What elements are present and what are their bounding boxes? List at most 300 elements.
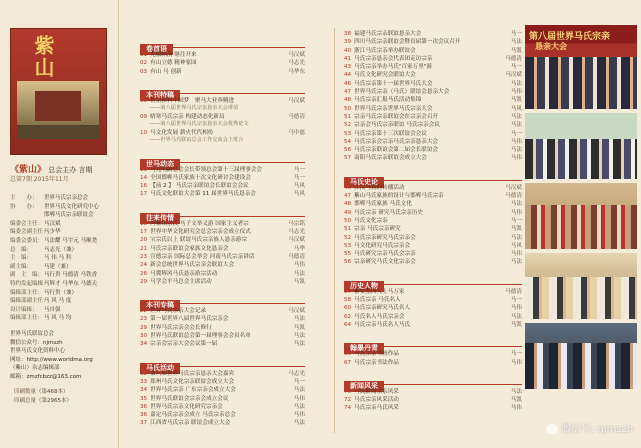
toc-entry[interactable] [140, 182, 305, 190]
toc-entry[interactable] [140, 97, 305, 105]
staff-role: 编委会主任： [10, 220, 44, 227]
staff-name: 马建（兼） [44, 263, 72, 270]
toc-entry[interactable] [344, 88, 522, 96]
page-number: 52 [344, 234, 352, 241]
toc-entry[interactable] [140, 395, 305, 403]
article-author: 马法 [293, 420, 305, 427]
toc-entry[interactable] [344, 146, 522, 154]
toc-entry[interactable] [140, 332, 305, 340]
page-number: 23 [140, 316, 148, 323]
article-title: 全国邯郸马氏家族十次文化研讨会建设会 [150, 174, 251, 181]
section-header [140, 205, 305, 222]
article-author: 马汉斌 [505, 72, 522, 79]
article-author: 马法 [293, 403, 305, 410]
article-title: 马氏文化研究会联谊大会 [354, 72, 416, 79]
toc-entry[interactable] [344, 154, 522, 162]
page-number: 74 [344, 405, 352, 412]
toc-entry[interactable] [344, 250, 522, 258]
staff-role: 编委会副主任： [10, 229, 49, 236]
article-author: 马法 [510, 147, 522, 154]
article-title: 克服纵前 继往开来 [150, 52, 197, 58]
page-number: 56 [344, 259, 352, 266]
page-number: 24 [140, 262, 148, 269]
article-author: 马一 [510, 217, 522, 224]
page-number: 34 [140, 341, 148, 348]
toc-entry[interactable] [140, 129, 305, 137]
page-number: 58 [344, 297, 352, 304]
page-number: 56 [344, 147, 352, 154]
toc-entry[interactable] [344, 388, 522, 396]
contact-line: 世界马氏联谊总会 [10, 331, 55, 337]
article-title: 世界马氏宗亲会会长修行 [150, 324, 212, 331]
page-number: 48 [344, 201, 352, 208]
article-title: 有山立德 精神家园 [150, 60, 197, 67]
article-author: 马凯 [510, 47, 522, 54]
print-info [14, 388, 72, 406]
article-title: 郑州马氏文化宗亲联谊会成立大会 [150, 378, 235, 385]
toc-entry[interactable] [344, 209, 522, 217]
staff-name: 马 风 马 均 [44, 315, 72, 322]
staff-role: 总 编： [10, 246, 33, 253]
article-title: 冯紫山宗氏 马子文举义游 国家主义者宗 [150, 220, 249, 227]
article-title: 马光明副总会会长带领总会第十三届理事会会 [150, 166, 263, 173]
page-number: 36 [140, 412, 148, 419]
toc-entry[interactable] [344, 258, 522, 266]
toc-entry[interactable] [344, 350, 522, 358]
staff-name: 马辉才 马华东 马德天 [44, 280, 97, 287]
toc-entry[interactable] [140, 261, 305, 269]
section-title: 卷首语 [140, 44, 173, 55]
toc-entry[interactable] [140, 190, 305, 198]
staff-name: 马行贵（兼） [44, 289, 78, 296]
toc-entry[interactable] [344, 225, 522, 233]
section-header [344, 335, 522, 353]
article-author: 马凯 [510, 226, 522, 233]
page-number: 34 [140, 387, 148, 394]
toc-entry[interactable] [344, 313, 522, 321]
staff-row [10, 203, 114, 212]
staff-role: 编辑部主任： [10, 289, 44, 296]
staff-row [10, 220, 114, 229]
article-author: 马法 [510, 259, 522, 266]
article-author: 马汉斌 [505, 184, 522, 191]
article-title: 世界马氏宗亲 广东宗亲会成立大会 [150, 387, 236, 394]
toc-entry[interactable] [344, 234, 522, 242]
page-number: 36 [140, 403, 148, 410]
article-title: 宗亲会宗亲大会会议第一届 [150, 341, 218, 348]
group-photo [525, 205, 637, 249]
staff-role: 编辑部主任： [10, 315, 44, 322]
article-title: 马氏宗亲 研究马氏宗亲历史 [354, 209, 424, 216]
article-title: 马氏宗亲 马氏名人 [354, 297, 401, 304]
article-author: 马凯 [510, 397, 522, 404]
article-author: 马汉斌 [288, 52, 305, 58]
article-title: 嘉定马氏宗亲会成立 马氏宗亲总会 [150, 412, 236, 419]
section-title: 往来传情 [140, 213, 180, 224]
article-title: 马文化研究马氏宗亲会 [354, 242, 411, 249]
page-number: 46 [344, 80, 352, 87]
staff-row [10, 237, 114, 246]
article-author: 马一 [293, 166, 305, 173]
page-number: 23 [140, 253, 148, 260]
toc-entry[interactable] [140, 253, 305, 261]
page-number: 54 [344, 138, 352, 145]
article-title: 马学会平马总会主席活动 [150, 278, 212, 285]
article-author: 马凯 [293, 324, 305, 331]
cover-thumbnail [10, 28, 107, 155]
article-title: 马文化发展 薪火代代相传 [150, 129, 214, 136]
article-author: 马德清 [288, 113, 305, 120]
toc-entry[interactable] [140, 307, 305, 315]
article-title: 世界马氏宗亲大会记录 [150, 308, 207, 315]
article-title: 马氏宗亲汇报马氏活动集锦 [354, 97, 422, 104]
page-number: 20 [140, 237, 148, 244]
staff-row [10, 280, 114, 289]
section-header [140, 82, 305, 99]
page-number: 06 [140, 97, 148, 104]
staff-row [10, 194, 114, 203]
toc-entry[interactable] [140, 411, 305, 419]
toc-entry[interactable] [344, 80, 522, 88]
toc-entry[interactable] [344, 404, 522, 412]
article-author: 马伟 [510, 405, 522, 412]
page-number: 37 [140, 420, 148, 427]
section-title: 新闻风采 [344, 381, 384, 392]
toc-entry[interactable] [344, 138, 522, 146]
article-author: 马志光 [288, 60, 305, 67]
article-title: 宗亲 马氏宗亲研究 [354, 226, 401, 233]
article-author: 马汉斌 [288, 97, 305, 104]
page-number: 49 [344, 209, 352, 216]
article-title: 马氏宗亲马氏名人马氏 [354, 321, 411, 328]
toc-entry[interactable] [140, 166, 305, 174]
page-number: 40 [344, 47, 352, 54]
article-title: 福建马氏宗亲联谊恳亲大会 [354, 31, 422, 37]
article-author: 马一 [510, 130, 522, 137]
staff-list [10, 194, 114, 323]
toc-entry[interactable] [140, 174, 305, 182]
page-number: 32 [140, 370, 148, 377]
article-title: 宝宗氏以上 联谊马氏宗亲族人恳亲游宗 [150, 237, 247, 244]
article-title: 马氏宗亲研究马氏名人 [354, 305, 411, 312]
toc-entry[interactable] [344, 200, 522, 208]
article-title: 宗亲马氏宗亲联谊会在宗亲会召开 [354, 113, 439, 120]
staff-role: 协 办： [10, 203, 38, 210]
staff-name: 世界马氏宗亲总会 [44, 195, 89, 201]
toc-entry[interactable] [140, 68, 305, 76]
toc-entry[interactable] [140, 419, 305, 427]
staff-row [10, 306, 114, 315]
staff-role: 副 主 编： [10, 272, 44, 279]
article-author: 马一 [293, 174, 305, 181]
toc-entry[interactable] [140, 59, 305, 67]
page-number: 26 [140, 270, 148, 277]
article-author: 马一 [510, 351, 522, 358]
magazine-name: 《紫山》 [10, 165, 47, 175]
article-title: 马氏新闻宗亲风采 [354, 388, 399, 395]
staff-role: 编委会委员： [10, 237, 44, 244]
article-title: 马氏宗亲书画作品 [354, 351, 399, 358]
article-title: 世界马氏宗亲世界马氏宗亲大会 [354, 105, 433, 112]
page-number: 17 [140, 229, 148, 236]
page-number: 47 [344, 193, 352, 200]
toc-entry[interactable] [344, 321, 522, 329]
contact-line: 邮箱：zmzfcbzz@163.com [10, 373, 82, 380]
toc-entry[interactable] [344, 304, 522, 312]
page-number: 21 [140, 245, 148, 252]
article-author: 马伟 [510, 89, 522, 96]
page-number: 51 [344, 113, 352, 120]
article-title: 世界马氏联谊会宗亲会成立会议 [150, 395, 229, 402]
article-title: 马氏宗亲研究马氏宗亲会 [354, 234, 416, 241]
page-number: 57 [344, 288, 352, 295]
section-header [344, 373, 522, 390]
article-author: 马德清 [288, 253, 305, 260]
page-number: 39 [344, 39, 352, 46]
toc-entry[interactable] [344, 184, 522, 192]
toc-entry[interactable] [344, 121, 522, 129]
photo-handshake [525, 323, 637, 389]
article-title: 有山 马 创新 [150, 68, 182, 75]
article-author: 马德清 [505, 193, 522, 200]
section-title: 马氏史论 [344, 177, 384, 188]
article-title: 马氏研究宗亲马氏会宗亲 [354, 251, 416, 258]
article-title: 马氏宗亲恳亲会代表团走访宗亲 [354, 55, 433, 62]
article-author: 马伟 [510, 359, 522, 366]
article-author: 马一 [510, 297, 522, 304]
article-author: 马风 [510, 105, 522, 112]
page-number: 44 [344, 72, 352, 79]
page-number: 38 [344, 31, 352, 37]
staff-row [10, 263, 114, 272]
photo-group-street [525, 183, 637, 249]
staff-row [10, 314, 114, 323]
page-number: 51 [344, 226, 352, 233]
page-number: 03 [140, 68, 148, 75]
article-author: 马法 [293, 387, 305, 394]
toc-entry[interactable] [140, 270, 305, 278]
article-title: 四川马氏宗亲联谊会暨首届第一次会议召开 [354, 39, 461, 46]
article-author: 马宗铭 [288, 220, 305, 227]
article-title: 马氏宗亲举办马氏"百家万里"游 [354, 64, 432, 71]
staff-role: 特约发起编辑： [10, 280, 49, 287]
article-title: 宣德宗亲 国际总会举会 河南马氏宗亲讲话 [150, 253, 255, 260]
article-author: 马法 [293, 333, 305, 340]
watermark-text: 微信号: njmszh [561, 424, 634, 435]
staff-row [10, 297, 114, 306]
section-title: 本刊特稿 [140, 90, 180, 101]
staff-row [10, 228, 114, 237]
article-title: 紫山马氏家族的设计与邯郸马氏宗亲 [354, 193, 444, 200]
staff-name: 马汉斌 [44, 220, 61, 227]
page-number: 16 [140, 183, 148, 190]
article-title: 马氏宗亲联谊会第二届会长联谊会 [354, 147, 439, 154]
article-author: 马华 [293, 245, 305, 252]
group-photo [525, 343, 637, 389]
staff-name: 马 伟 马 科 [44, 255, 72, 262]
article-author: 马华东 [288, 68, 305, 75]
toc-entry[interactable] [344, 130, 522, 138]
toc-entry[interactable] [140, 228, 305, 236]
toc-entry[interactable] [344, 55, 522, 63]
article-title: 晴寒马氏宗亲 构建动态化新局 [150, 113, 225, 120]
article-title: 仿宗律科中国梦 聚马大业奔腾进 [150, 97, 235, 104]
article-author: 马汉斌 [288, 237, 305, 244]
toc-entry[interactable] [344, 105, 522, 113]
article-title: 邯郸马氏家族 马氏文化 [354, 201, 412, 208]
masthead-column [0, 0, 119, 448]
article-title: 世界中华文化研究会总会宗亲会成立仪式 [150, 229, 251, 236]
article-author: 马伟 [293, 395, 305, 402]
page-number: 13 [140, 166, 148, 173]
article-author: 马法 [510, 122, 522, 129]
page-number: 17 [140, 191, 148, 198]
toc-subtitle: ——第八届世界马氏宗亲恳亲大会讲话 [150, 105, 239, 112]
toc-entry[interactable] [140, 245, 305, 253]
article-title: 浙江马氏宗亲举办联谊会 [354, 47, 416, 54]
article-author: 马法 [293, 341, 305, 348]
toc-entry[interactable] [344, 113, 522, 121]
article-title: 宗亲研究马氏文化宗亲会 [354, 259, 416, 266]
page-number: 53 [344, 242, 352, 249]
page-number: 14 [140, 174, 148, 181]
page-number: 53 [344, 130, 352, 137]
page-number: 70 [344, 388, 352, 395]
article-author: 马伟 [510, 155, 522, 162]
page-number: 55 [344, 251, 352, 258]
toc-entry[interactable] [344, 47, 522, 55]
page-number: 47 [344, 89, 352, 96]
staff-name: 世界马氏文化研究中心 [44, 203, 100, 210]
article-title: 世界马氏联谊总会第一届理事会会员名单 [150, 333, 251, 340]
toc-entry[interactable] [344, 396, 522, 404]
cover-title: 紫山 [31, 35, 55, 79]
article-title: 马氏名人马氏宗亲会 [354, 313, 405, 320]
toc-entry[interactable] [140, 51, 305, 59]
toc-entry[interactable] [344, 359, 522, 367]
article-author: 马法 [510, 313, 522, 320]
group-photo [525, 277, 637, 319]
toc-entry[interactable] [140, 403, 305, 411]
group-photo [525, 139, 637, 179]
staff-row [10, 246, 114, 255]
page-number: 30 [140, 333, 148, 340]
staff-role: 主 编： [10, 255, 33, 262]
article-title: 新会总统世界马氏宗亲会联谊大会 [150, 262, 235, 269]
toc-entry[interactable] [140, 378, 305, 386]
page-number: 01 [140, 52, 148, 58]
staff-name: 邯郸马氏宗亲联谊会 [44, 212, 94, 219]
photo-column [525, 25, 637, 393]
article-author: 马凯 [510, 321, 522, 328]
toc-entry[interactable] [344, 242, 522, 250]
article-author: 马风 [293, 183, 305, 190]
toc-entry[interactable] [140, 220, 305, 228]
page-number: 50 [344, 217, 352, 224]
page-number: 46 [344, 184, 352, 191]
staff-row [10, 211, 114, 220]
toc-entry[interactable] [140, 278, 305, 286]
article-title: 马氏宗亲第十一届世界马氏大会 [354, 80, 433, 87]
page-number: 22 [140, 308, 148, 315]
section-title: 本刊专稿 [140, 300, 180, 311]
article-title: 南阳马氏宗亲联谊会成立大会 [354, 155, 427, 162]
article-author: 马法 [510, 39, 522, 46]
article-author: 马伟 [510, 251, 522, 258]
article-author: 马法 [510, 388, 522, 395]
page-number: 43 [344, 64, 352, 71]
staff-row [10, 289, 114, 298]
section-header [140, 151, 305, 168]
article-title: 马氏宗亲第十三次联谊会会议 [354, 130, 427, 137]
toc-entry[interactable] [140, 386, 305, 394]
section-header [344, 169, 522, 186]
issue-label: 总会主办 言期 [48, 166, 93, 174]
article-author: 马汉斌 [288, 308, 305, 315]
article-title: 马氏宗亲马氏风采 [354, 405, 399, 412]
page-number: 52 [344, 122, 352, 129]
article-author: 马一 [293, 378, 305, 385]
toc-entry[interactable] [344, 38, 522, 46]
toc-entry[interactable] [140, 236, 305, 244]
staff-name: 马少华 [44, 229, 61, 236]
staff-role: 编辑部副主任： [10, 298, 49, 305]
toc-entry[interactable] [140, 370, 305, 378]
toc-entry[interactable] [344, 288, 522, 296]
article-author: 马伟 [293, 412, 305, 419]
photo-meeting [525, 253, 637, 319]
article-author: 马法 [510, 113, 522, 120]
toc-entry[interactable] [344, 30, 522, 38]
section-header [140, 36, 305, 53]
contact-line: 世界马氏文化资料中心 [10, 348, 66, 354]
page-number: 50 [344, 105, 352, 112]
photo-group-outdoor [525, 113, 637, 179]
print-line: 印刷总量（第2965本） [14, 398, 72, 404]
article-author: 马伟 [293, 262, 305, 269]
staff-name: 马志光（兼） [44, 246, 78, 253]
article-author: 马志光 [288, 229, 305, 236]
article-author: 马志光 [288, 370, 305, 377]
section-header [344, 273, 522, 290]
article-title: 马氏宗亲书法作品 [354, 359, 399, 366]
article-title: 马氏文化宗亲 [354, 217, 388, 224]
article-author: 马一 [510, 31, 522, 37]
toc-entry[interactable] [140, 324, 305, 332]
toc-entry[interactable] [140, 113, 305, 121]
banner-text-1: 第八届世界马氏宗亲 [529, 32, 611, 42]
toc-entry[interactable] [344, 296, 522, 304]
page-number: 18 [140, 220, 148, 227]
print-line: 印刷数量（第468本） [14, 389, 69, 395]
toc-entry[interactable] [344, 96, 522, 104]
page-number: 10 [140, 129, 148, 136]
article-title: 紫安基因人士马万家 [354, 288, 405, 295]
article-author: 马凯 [510, 97, 522, 104]
toc-entry[interactable] [344, 71, 522, 79]
article-title: 江西省马氏宗亲 联谊会成立大会 [150, 420, 231, 427]
page-number: 72 [344, 397, 352, 404]
article-author: 马法 [293, 316, 305, 323]
wechat-icon [546, 424, 558, 434]
toc-entry[interactable] [344, 217, 522, 225]
toc-entry[interactable] [344, 63, 522, 71]
column-divider [334, 28, 335, 433]
toc-entry[interactable] [140, 315, 305, 323]
toc-entry[interactable] [140, 340, 305, 348]
article-author: 马中慈 [288, 129, 305, 136]
toc-entry[interactable] [344, 192, 522, 200]
